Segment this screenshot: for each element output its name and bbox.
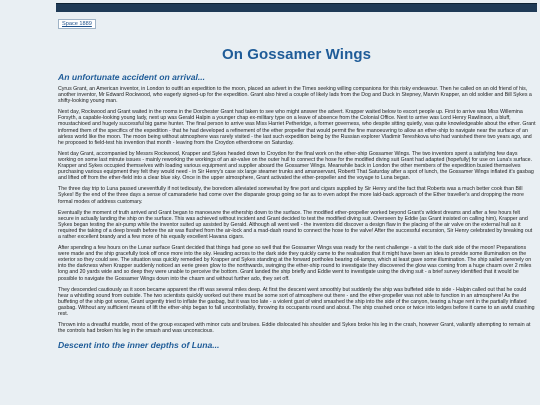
paragraph: Thrown into a dreadful muddle, most of the group escaped with minor cuts and bruises. Eddie dislocated his shoulder and Sykes broke his leg in the crash, however Grant, valiantly attempting to remain at the controls had broken his leg in the smash and was unconscious. [58, 322, 531, 335]
section-heading: Descent into the inner depths of Luna... [58, 340, 220, 351]
paragraph: Cyrus Grant, an American inventor, in London to outfit an expedition to the moon, placed an advert in the Times seeking willing companions for this risky endeavour. Then he called on an old friend of his, another inventor, Mr Edward Rockwood, who eagerly signed-up for the expedition. Grant also hired a couple of likely lads from the Dog and Duck in Stepney, Marvin Krapper, an old soldier and Bill Sykes a shifty-looking young man. [58, 86, 532, 105]
paragraph: Eventually the moment of truth arrived and Grant began to manoeuvre the ethership down to the surface. The modified ether-propeller worked beyond Grant's wildest dreams and after a few hours felt secure in actually landing the ship on the surface. This was achieved without incident and Grant decided to test the modified diving suit. Overseen by Eddie (as Grant insisted on calling him), Krapper and Sykes began testing the air-pump while the inventor suited up assisted by Gerald. Although all went well - the inventors did discover a design flaw in the placing of the air valve on the external hull as it required the taking of a deep breath before the air was flushed from the air-lock and a mad-dash round to connect the hose to the valve! After the successful excursion, Sir Henry celebrated by breaking out a rather excellent brandy and a few more of his equally excellent Havana cigars. [58, 209, 533, 240]
paragraph: The three day trip to Luna passed uneventfully if not tediously, the boredom alleviated somewhat by fine port and cigars supplied by Sir Henry and the fact that Roberts was a much better cook than Bill Sykes! By the end of the three days a sense of camaraderie had come over the disparate group going so far as to even adopt the more laid-back approach of the Ether traveller's and dropping the more formal modes of address customary. [58, 186, 524, 205]
paragraph: Next day Grant, accompanied by Messrs Rockwood, Krapper and Sykes headed down to Croydon for the final work on the ether-ship Gossamer Wings. The two inventors spent a satisfying few days working on some last minute issues - mainly reworking the workings of an air-valve on the outer hull to connect the hose for the modified diving suit Grant had adapted (hopefully) for use on Luna's surface. Krapper and Sykes occupied themselves with loading various equipment and supplier aboard the Gossamer Wings. Meanwhile back in London the other members of the expedition busied themselves purchasing various equipment they felt they would need - in Sir Henry's case six large steamer trunks and amanservant, Robertt That Saturday after a spot of lunch, the Gossamer Wings inflated it's gasbag and lifted off from the ether-field into a clear blue sky. Once in the upper atmosphere, Grant activated the ether-propeller and the voyage to Luna began. [58, 150, 534, 182]
paragraph: They descended cautiously as it soon became apparent the rift was several miles deep. At first the descent went smoothly but suddenly the ship was buffeted side to side - Halpin called out that he could hear a whistling sound from outside. The two scientists quickly worked out there must be some sort of atmosphere out there - and the ether-propeller was not able to function in an atmosphere! As the buffeting of the ship got worse, Grant urgently tried to inflate the gasbag, but it was too late - a violent gust of wind smashed the ship into the side of the canyon, tearing a huge rent in the partially inflated gasbag. Without any sufficient means of lift the ether-ship began to fall uncontrollably, throwing its occupants round and about. The ship crashed once or twice into ledges before it came to an awful crashing rest. [58, 286, 535, 317]
page-title: On Gossamer Wings [221, 46, 372, 63]
top-bar [56, 3, 537, 12]
page-content [56, 3, 537, 405]
paragraph: After spending a few hours on the Lunar surface Grant decided that things had gone so well that the Gossamer Wings was ready for the next challenge - a visit to the dark side of the moon! Preparations were made and the ship gracefully took off once more into the sky. Heading across to the dark side they quickly came to the realisation that it might have been an idea to provide some illumination on the exterior so they could see. The situation was quickly remedied by Krapper and Sykes standing at the forward portholes bearing oil-lamps, which at least gave some illumination. The ship sailed serenely on into the darkness when Krapper suddenly noticed an eerie green glow to the northwards, swinging the ether-ship round to investigate they discovered the glow was coming from a huge chasm over 2 miles long and 20 yards wide and so deep they were unable to perceive the bottom. Grant landed the ship briefly and Eddie went to investigate using the diving suit - a brief survey identified that it would be possible to navigate the Gossamer Wings down into the chasm and without further ado, they set off. [58, 245, 532, 282]
breadcrumb-link[interactable]: Space 1889 [58, 19, 96, 29]
paragraph: Next day, Rockwood and Grant waited in the rooms in the Dorchester Grant had taken to see who might answer the advert. Krapper waited below to escort people up. First to arrive was Miss Willemina Forsyth, a capable-looking young lady, next up was Gerald Halpin a younger chap ex-military type on a leave of absence from the Colonial Office. Next to arrive was Lord Henry Rawlinson, a bluff, moustachioed and hugely successful big game hunter. The final person to arrive was Miss Harriet Petheridge, a former governess, who despite sitting quietly, was quite knowledgeable about the ether. Grant informed them of the specifics of the expedition - that he had developed a refinement of the ether propeller that would permit the fine manoeuvring to allow an ether-ship to navigate near the surface of an airless world like the moon. The moon being without atmosphere was rarely visited - the last such expedition being by the Russian explorer Vladimir Tereshkova who had vanished there two years ago, and he proposed to field-test his invention that month - leaving from the Croydon etherdrome on Saturday. [58, 109, 536, 146]
section-heading: An unfortunate accident on arrival... [58, 72, 206, 82]
